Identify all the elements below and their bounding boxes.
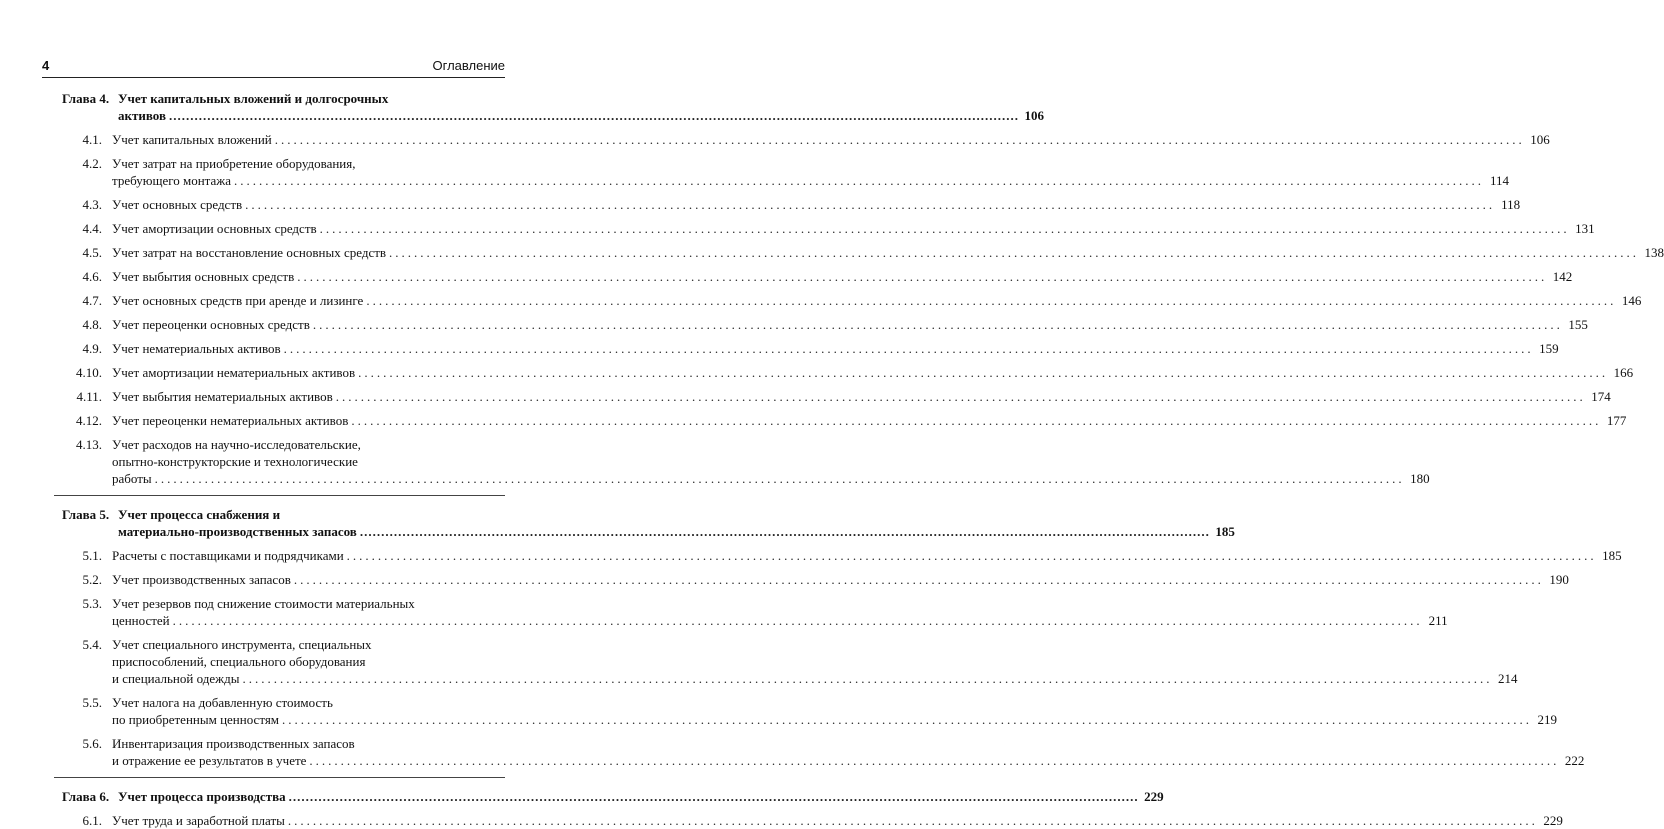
dot-leader: ........................................................................................................................................................................................................ (234, 173, 1485, 188)
entry-title-text: Учет выбытия основных средств (112, 269, 295, 284)
chapter-heading (62, 90, 1044, 124)
section-number: 4.12. (76, 413, 102, 428)
running-header (42, 58, 505, 76)
section-number: 5.5. (82, 695, 102, 710)
header-rule (42, 77, 505, 78)
section-number: 4.4. (82, 221, 102, 236)
entry-title-line (112, 752, 1584, 769)
entry-title-text: Расчеты с поставщиками и подрядчиками (112, 548, 344, 563)
toc-entry (62, 220, 1595, 237)
page-ref: 106 (1024, 108, 1044, 123)
entry-title-line (112, 220, 1595, 237)
dot-leader: ........................................................................................................................................................................................................ (366, 293, 1617, 308)
entry-title-text: по приобретенным ценностям (112, 712, 280, 727)
dot-leader: ........................................................................................................................................................................................................ (242, 671, 1493, 686)
toc-entry (62, 131, 1550, 148)
dot-leader: ........................................................................................................................................................................................................ (245, 197, 1496, 212)
dot-leader: ........................................................................................................................................................................................................ (154, 471, 1405, 486)
entry-title-line (112, 131, 1550, 148)
chapter-separator (54, 777, 505, 778)
entry-title-text: Учет основных средств (112, 197, 243, 212)
entry-title-line (112, 711, 1557, 728)
dot-leader: ........................................................................................................................................................................................................ (297, 269, 1548, 284)
entry-title-line: приспособлений, специального оборудования (112, 654, 366, 669)
page-ref: 159 (1539, 341, 1559, 356)
dot-leader: ........................................................................................................................................................................................................ (309, 753, 1560, 768)
section-title (112, 735, 1584, 769)
table-of-contents (62, 90, 1664, 829)
section-title (112, 364, 1633, 381)
dot-leader: ........................................................................................................................................................................................................ (312, 317, 1563, 332)
page-ref: 155 (1568, 317, 1588, 332)
section-number: 4.5. (82, 245, 102, 260)
dot-leader: ........................................................................................................................................................................................................ (293, 572, 1544, 587)
chapter-separator (54, 495, 505, 496)
entry-title-text: Учет амортизации основных средств (112, 221, 317, 236)
section-title (112, 636, 1517, 687)
section-title (112, 412, 1626, 429)
section-number: 4.2. (82, 156, 102, 171)
entry-title-text: требующего монтажа (112, 173, 232, 188)
running-title: Оглавление (432, 58, 505, 73)
entry-title-text: активов (118, 108, 166, 123)
toc-entry (62, 364, 1634, 381)
entry-title-line (112, 470, 1430, 487)
page-ref: 190 (1549, 572, 1569, 587)
section-number: 4.3. (82, 197, 102, 212)
entry-title-line: Учет затрат на приобретение оборудования, (112, 156, 356, 171)
section-title (112, 220, 1595, 237)
entry-title-text: и специальной одежды (112, 671, 240, 686)
toc-entry (62, 244, 1664, 261)
page-ref: 211 (1428, 613, 1448, 628)
chapter-label: Глава 4. (62, 91, 110, 106)
toc-entry (62, 268, 1573, 285)
page-ref: 229 (1144, 789, 1164, 804)
section-title (112, 155, 1509, 189)
section-number: 5.3. (82, 596, 102, 611)
entry-title-text: Учет основных средств при аренде и лизинге (112, 293, 364, 308)
toc-entry (62, 388, 1611, 405)
entry-title-line: Учет процесса снабжения и (118, 507, 281, 522)
entry-title-text: ценностей (112, 613, 170, 628)
section-title (112, 292, 1641, 309)
toc-entry (62, 636, 1518, 687)
entry-title-line: Учет расходов на научно-исследовательские, (112, 437, 361, 452)
page-ref: 146 (1621, 293, 1642, 308)
entry-title-line: Учет специального инструмента, специальных (112, 637, 372, 652)
section-number: 4.11. (76, 389, 102, 404)
entry-title-line (112, 340, 1559, 357)
entry-title-line (118, 788, 1164, 805)
section-title (112, 436, 1430, 487)
page-ref: 166 (1613, 365, 1634, 380)
section-title (112, 244, 1664, 261)
toc-entry (62, 595, 1448, 629)
toc-entry (62, 547, 1622, 564)
entry-title-text: Учет капитальных вложений (112, 132, 272, 147)
section-title (112, 268, 1572, 285)
dot-leader: ........................................................................................................................................................................................................ (358, 365, 1609, 380)
entry-title-line (112, 268, 1572, 285)
entry-title-line (112, 244, 1664, 261)
page-number: 4 (42, 58, 50, 73)
dot-leader: ........................................................................................................................................................................................................ (346, 548, 1597, 563)
chapter-title (118, 90, 1044, 124)
section-number: 4.1. (82, 132, 102, 147)
entry-title-line (112, 571, 1569, 588)
chapter-title (118, 788, 1164, 805)
entry-title-line (118, 523, 1235, 540)
toc-entry (62, 155, 1510, 189)
dot-leader: ........................................................................................................................................................................................................ (319, 221, 1570, 236)
toc-entry (62, 694, 1558, 728)
section-title (112, 595, 1448, 629)
entry-title-line (112, 364, 1633, 381)
entry-title-text: Учет труда и заработной платы (112, 813, 285, 828)
section-number: 5.2. (82, 572, 102, 587)
entry-title-line (112, 412, 1626, 429)
toc-entry (62, 735, 1585, 769)
entry-title-line: Инвентаризация производственных запасов (112, 736, 355, 751)
section-title (112, 812, 1563, 829)
page-ref: 219 (1537, 712, 1558, 727)
page-ref: 185 (1215, 524, 1235, 539)
section-number: 6.1. (82, 813, 102, 828)
entry-title-text: Учет затрат на восстановление основных средств (112, 245, 387, 260)
page-ref: 142 (1552, 269, 1573, 284)
entry-title-text: и отражение ее результатов в учете (112, 753, 307, 768)
chapter-label: Глава 5. (62, 507, 110, 522)
toc-entry (62, 316, 1588, 333)
entry-title-line (112, 612, 1448, 629)
page-ref: 214 (1497, 671, 1518, 686)
dot-leader: ........................................................................................................................................................................................................ (335, 389, 1586, 404)
entry-title-line (112, 172, 1509, 189)
entry-title-line (112, 388, 1611, 405)
entry-title-line (112, 812, 1563, 829)
entry-title-text: Учет амортизации нематериальных активов (112, 365, 356, 380)
chapter-heading (62, 788, 1164, 805)
toc-entry (62, 812, 1563, 829)
section-title (112, 131, 1550, 148)
section-title (112, 388, 1611, 405)
chapter-title (118, 506, 1235, 540)
section-number: 4.7. (82, 293, 102, 308)
page-ref: 174 (1591, 389, 1611, 404)
entry-title-line (118, 107, 1044, 124)
page-ref: 177 (1606, 413, 1627, 428)
entry-title-text: Учет производственных запасов (112, 572, 291, 587)
chapter-heading (62, 506, 1235, 540)
dot-leader: ........................................................................................................................................................................................................ (172, 613, 1423, 628)
toc-entry (62, 436, 1430, 487)
page-ref: 222 (1564, 753, 1585, 768)
dot-leader: ........................................................................................................................................................................................................ (282, 712, 1533, 727)
page-ref: 131 (1575, 221, 1595, 236)
page-ref: 229 (1543, 813, 1563, 828)
section-title (112, 316, 1588, 333)
section-title (112, 694, 1557, 728)
section-number: 4.9. (82, 341, 102, 356)
dot-leader: ........................................................................................................................................................................................................ (288, 789, 1139, 804)
entry-title-text: материально-производственных запасов (118, 524, 357, 539)
entry-title-text: Учет выбытия нематериальных активов (112, 389, 333, 404)
dot-leader: ........................................................................................................................................................................................................ (274, 132, 1525, 147)
entry-title-line: Учет резервов под снижение стоимости материальных (112, 596, 415, 611)
page-ref: 106 (1530, 132, 1550, 147)
entry-title-text: Учет нематериальных активов (112, 341, 281, 356)
section-number: 4.13. (76, 437, 102, 452)
section-number: 4.6. (82, 269, 102, 284)
toc-entry (62, 292, 1642, 309)
section-number: 5.4. (82, 637, 102, 652)
section-number: 4.10. (76, 365, 102, 380)
dot-leader: ........................................................................................................................................................................................................ (359, 524, 1210, 539)
section-title (112, 340, 1559, 357)
entry-title-text: Учет переоценки нематериальных активов (112, 413, 349, 428)
entry-title-line: Учет налога на добавленную стоимость (112, 695, 333, 710)
entry-title-line: опытно-конструкторские и технологические (112, 454, 358, 469)
section-number: 4.8. (82, 317, 102, 332)
toc-entry (62, 571, 1569, 588)
toc-entry (62, 196, 1521, 213)
section-number: 5.1. (82, 548, 102, 563)
entry-title-line: Учет капитальных вложений и долгосрочных (118, 91, 389, 106)
page-ref: 114 (1490, 173, 1510, 188)
dot-leader: ........................................................................................................................................................................................................ (283, 341, 1534, 356)
dot-leader: ........................................................................................................................................................................................................ (287, 813, 1538, 828)
toc-entry (62, 340, 1559, 357)
dot-leader: ........................................................................................................................................................................................................ (389, 245, 1640, 260)
page-ref: 138 (1644, 245, 1664, 260)
entry-title-line (112, 316, 1588, 333)
section-title (112, 547, 1622, 564)
entry-title-line (112, 196, 1520, 213)
entry-title-line (112, 670, 1517, 687)
dot-leader: ........................................................................................................................................................................................................ (351, 413, 1602, 428)
entry-title-text: Учет переоценки основных средств (112, 317, 310, 332)
entry-title-text: Учет процесса производства (118, 789, 286, 804)
section-title (112, 571, 1569, 588)
page-ref: 185 (1602, 548, 1622, 563)
dot-leader: ........................................................................................................................................................................................................ (169, 108, 1019, 123)
entry-title-text: работы (112, 471, 152, 486)
section-title (112, 196, 1520, 213)
entry-title-line (112, 547, 1622, 564)
page-ref: 118 (1501, 197, 1521, 212)
chapter-label: Глава 6. (62, 789, 110, 804)
page-ref: 180 (1410, 471, 1430, 486)
section-number: 5.6. (82, 736, 102, 751)
toc-entry (62, 412, 1627, 429)
entry-title-line (112, 292, 1641, 309)
